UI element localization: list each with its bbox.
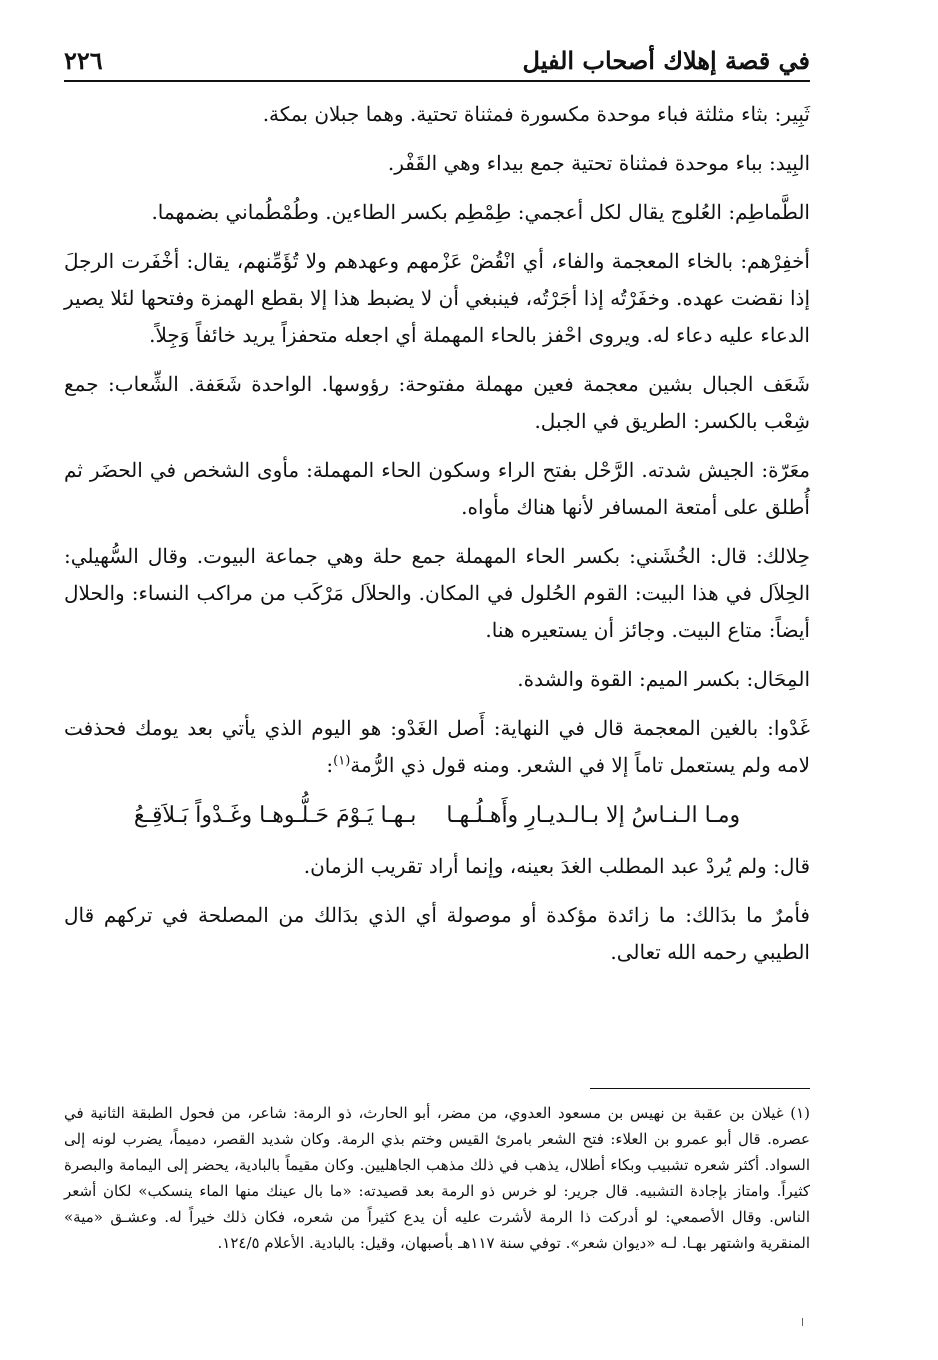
poetry-verse	[64, 796, 810, 836]
main-text	[64, 96, 810, 983]
gloss-hilalak: حِلالك: قال: الخُشَني: بكسر الحاء المهملة جمع حلة وهي جماعة البيوت. وقال السُّهيلي: الحِلاَل في هذا البيت: القوم الحُلول في المكان. والحلاَل مَرْكَب من مراكب النساء: والحلال أيضاً: متاع البيت. وجائز أن يستعيره هنا.	[64, 544, 810, 642]
gloss-ghadwan-colon: :	[326, 753, 334, 777]
gloss-altamatim: الطَّماطِم: العُلوج يقال لكل أعجمي: طِمْطِم بكسر الطاءين. وطُمْطُماني بضمهما.	[151, 200, 810, 224]
footnote-text: غيلان بن عقبة بن نهيس بن مسعود العدوي، من مضر، أبو الحارث، ذو الرمة: شاعر، من فحول الطبقة الثانية في عصره. قال أبو عمرو بن العلاء: فتح الشعر بامرئ القيس وختم بذي الرمة. وكان شديد القصر، دميماً، يضرب لونه إلى السواد. أكثر شعره تشبيب وبكاء أطلال، يذهب في ذلك مذهب الجاهليين. وكان مقيماً بالبادية، يحضر إلى اليمامة والبصرة كثيراً. وامتاز بإجادة التشبيه. قال جرير: لو خرس ذو الرمة بعد قصيدته: «ما بال عينك منها الماء ينسكب» لكان أشعر الناس. وقال الأصمعي: لو أدركت ذا الرمة لأشرت عليه أن يدع كثيراً من شعره، فكان ذلك خيراً له. وعشـق «مية» المنقرية واشتهر بهـا. لـه «ديوان شعر». توفي سنة ١١٧هـ بأصبهان، وقيل: بالبادية. الأعلام ١٢٤/٥.	[64, 1104, 810, 1252]
gloss-maarra: معَرّة: الجيش شدته. الرَّحْل بفتح الراء وسكون الحاء المهملة: مأوى الشخص في الحضَر ثم أُطلق على أمتعة المسافر لأنها هناك مأواه.	[64, 458, 810, 519]
footnote-number: (١)	[790, 1104, 810, 1122]
chapter-title: في قصة إهلاك أصحاب الفيل	[522, 45, 810, 75]
page-number: ٢٢٦	[64, 45, 103, 75]
gloss-akhfirhum: أخفِرْهم: بالخاء المعجمة والفاء، أي انْقُضْ عَزْمهم وعهدهم ولا تُؤَمِّنهم، يقال: أخْفَرت الرجلَ إذا نقضت عهده. وخفَرْتُه إذا أجَرْتُه، فينبغي أن لا يضبط هذا إلا بقطع الهمزة وفتحها لئلا يصير الدعاء عليه دعاء له. ويروى احْفز بالحاء المهملة أي اجعله متحفزاً يريد خائفاً وَجِلاً.	[64, 249, 810, 347]
gloss-faamrun: فأمرٌ ما بدَالك: ما زائدة مؤكدة أو موصولة أي الذي بدَالك من المصلحة في تركهم قال الطيبي رحمه الله تعالى.	[64, 903, 810, 964]
running-header	[64, 40, 810, 82]
verse-second-hemistich: بـهـا يَـوْمَ حَـلُّـوهـا وغَـدْواً بَـلاَقِـعُ	[133, 803, 417, 828]
footnote	[64, 1100, 810, 1256]
footnote-reference[interactable]: (١)	[333, 753, 351, 769]
gloss-albid: البِيد: بباء موحدة فمثناة تحتية جمع بيداء وهي القَفْر.	[387, 151, 810, 175]
gloss-shaaf: شَعَف الجبال بشين معجمة فعين مهملة مفتوحة: رؤوسها. الواحدة شَعَفة. الشِّعاب: جمع شِعْب بالكسر: الطريق في الجبل.	[64, 372, 810, 433]
footnote-separator	[590, 1088, 810, 1089]
gloss-thabir: ثَبِير: بثاء مثلثة فباء موحدة مكسورة فمثناة تحتية. وهما جبلان بمكة.	[262, 102, 810, 126]
verse-first-hemistich: ومـا الـنـاسُ إلا بـالـديـارِ وأَهـلُـهـا	[446, 803, 741, 828]
gloss-ghadwan-text: غَدْوا: بالغين المعجمة قال في النهاية: أَصل الغَدْو: هو اليوم الذي يأتي بعد يومك فحذفت لامه ولم يستعمل تاماً إلا في الشعر. ومنه قول ذي الرُّمة	[64, 716, 810, 777]
gloss-qal: قال: ولم يُردْ عبد المطلب الغدَ بعينه، وإنما أراد تقريب الزمان.	[303, 854, 810, 878]
scan-mark	[802, 1318, 803, 1326]
gloss-almihal: المِحَال: بكسر الميم: القوة والشدة.	[517, 667, 810, 691]
gloss-ghadwan	[64, 710, 810, 784]
